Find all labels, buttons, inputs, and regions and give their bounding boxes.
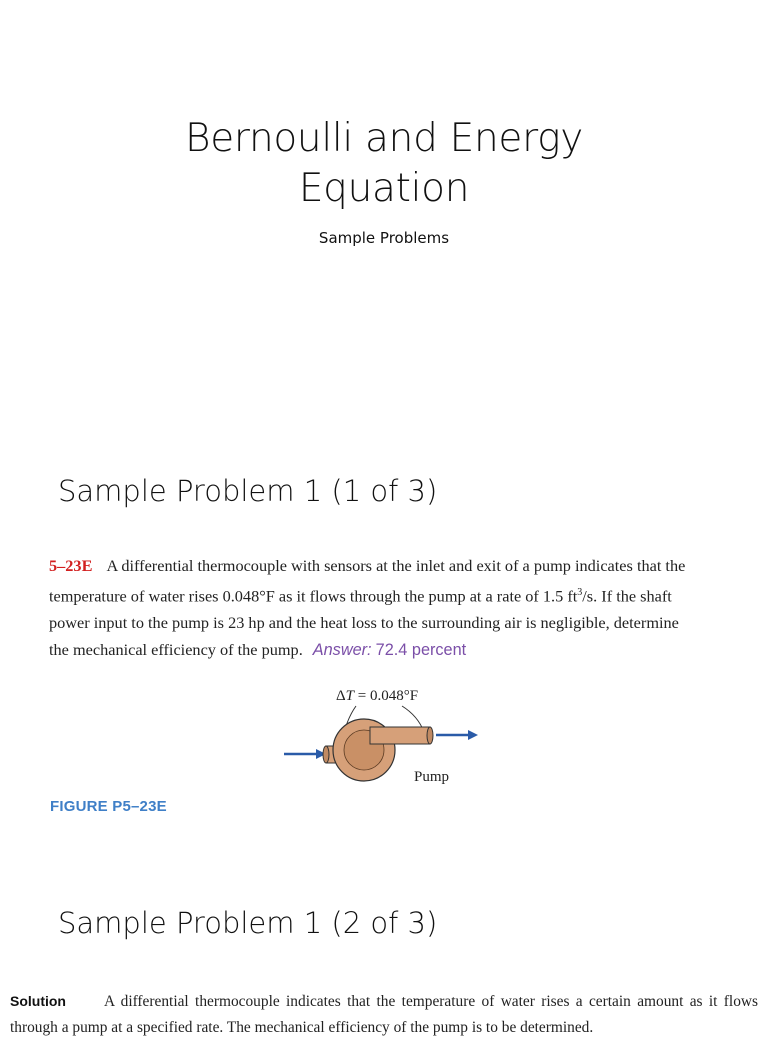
- answer-value: 72.4 percent: [375, 641, 467, 660]
- problem-superscript: 3: [577, 587, 583, 598]
- solution-label: Solution: [10, 993, 66, 1009]
- slide-2-heading: Sample Problem 1 (1 of 3): [58, 474, 438, 508]
- answer-label: Answer:: [312, 641, 372, 660]
- problem-statement: [49, 552, 689, 664]
- outlet-pipe: [370, 727, 430, 744]
- problem-text-part-2: /s. If the shaft power input to the pump is 23 hp and the heat loss to the surrounding air is negligible, determine the mechanical efficiency of the pump.: [49, 586, 679, 660]
- slide-title: [0, 114, 768, 214]
- delta-t-label: ΔT = 0.048°F: [336, 688, 419, 704]
- inlet-pipe-end: [323, 746, 329, 763]
- solution-paragraph: [10, 988, 758, 1041]
- outlet-arrowhead: [468, 730, 478, 740]
- problem-number: 5–23E: [49, 556, 93, 575]
- pump-figure: [278, 680, 498, 790]
- outlet-pipe-end: [427, 727, 433, 744]
- slide-title-line-1: Bernoulli and Energy: [184, 116, 584, 161]
- problem-text-part-1: A differential thermocouple with sensors at the inlet and exit of a pump indicates that the temperature of water rises 0.048°F as it flows through the pump at a rate of 1.5 ft: [49, 556, 686, 606]
- slide-title-line-2: Equation: [298, 166, 470, 211]
- solution-text: A differential thermocouple indicates that the temperature of water rises a certain amount as it flows through a pump at a specified rate. The mechanical efficiency of the pump is to be determined.: [10, 993, 758, 1036]
- slide-subtitle: Sample Problems: [318, 229, 450, 247]
- figure-caption: FIGURE P5–23E: [50, 798, 167, 815]
- pump-label: Pump: [414, 769, 450, 785]
- slide-3-heading: Sample Problem 1 (2 of 3): [58, 906, 438, 940]
